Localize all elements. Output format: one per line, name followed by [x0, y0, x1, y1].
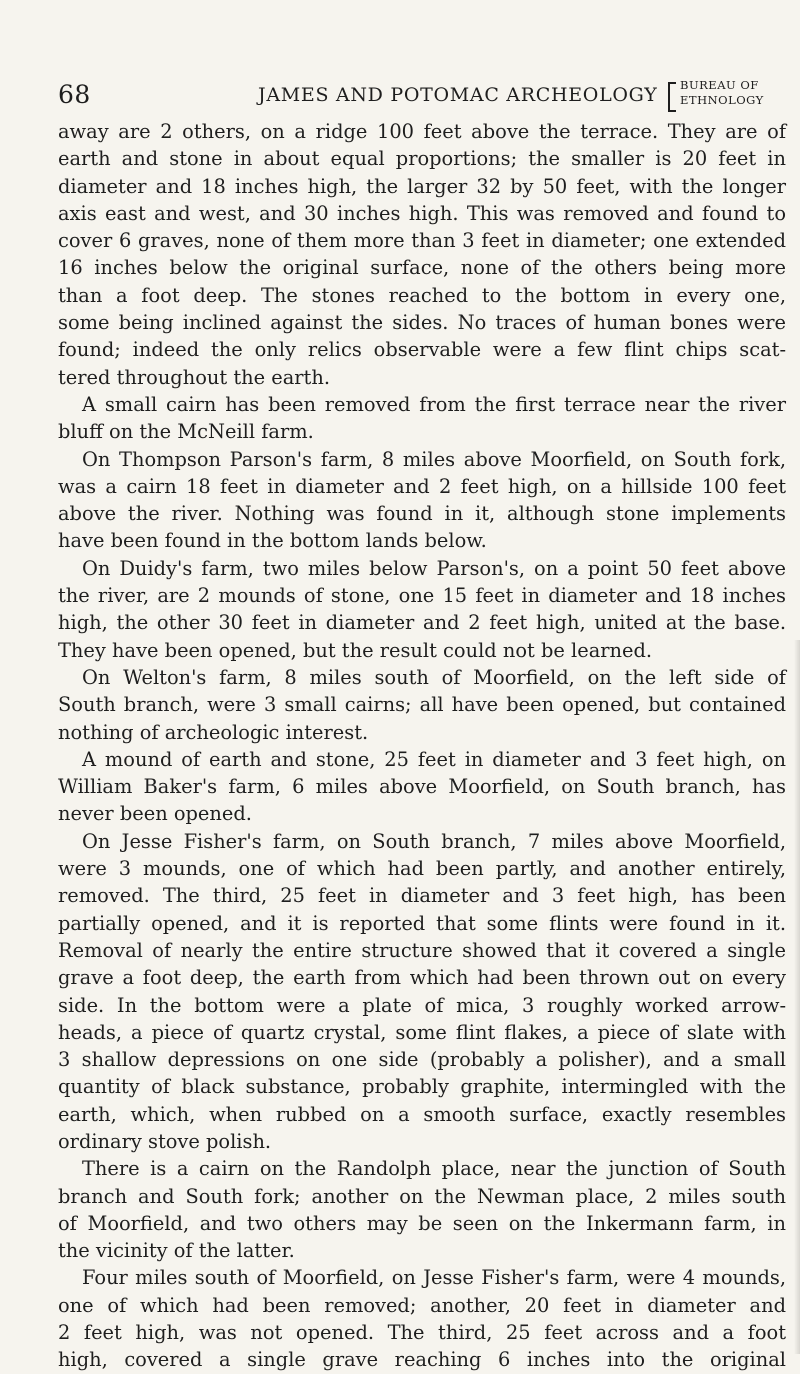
text-line: A mound of earth and stone, 25 feet in diameter and 3 feet high, on	[82, 747, 786, 771]
text-line: 3 shallow depressions on one side (probably a polisher), and a small	[58, 1048, 786, 1072]
page-number: 68	[58, 80, 91, 109]
text-line: partially opened, and it is reported that some flints were found in it.	[58, 911, 786, 935]
text-line: tered throughout the earth.	[58, 365, 330, 389]
text-line: 16 inches below the original surface, none of the others being more	[58, 256, 786, 280]
text-line: On Welton's farm, 8 miles south of Moorfield, on the left side of	[82, 665, 786, 689]
text-line: ordinary stove polish.	[58, 1129, 272, 1153]
text-line: axis east and west, and 30 inches high. This was removed and found to	[58, 201, 786, 225]
text-line: diameter and 18 inches high, the larger 32 by 50 feet, with the longer	[58, 174, 786, 198]
text-line: have been found in the bottom lands below.	[58, 529, 487, 553]
text-line: heads, a piece of quartz crystal, some flint flakes, a piece of slate with	[58, 1020, 786, 1044]
series-name-top: BUREAU OF	[680, 78, 759, 92]
running-head	[58, 78, 786, 114]
text-line: some being inclined against the sides. No traces of human bones were	[58, 311, 786, 335]
text-line: away are 2 others, on a ridge 100 feet above the terrace. They are of	[58, 120, 786, 143]
text-line: On Duidy's farm, two miles below Parson's, on a point 50 feet above	[82, 556, 786, 580]
text-line: On Thompson Parson's farm, 8 miles above Moorfield, on South fork,	[82, 447, 786, 471]
text-line: the vicinity of the latter.	[58, 1239, 295, 1263]
text-line: the river, are 2 mounds of stone, one 15 feet in diameter and 18 inches	[58, 584, 786, 608]
text-line: earth, which, when rubbed on a smooth surface, exactly resembles	[58, 1102, 786, 1126]
text-line: one of which had been removed; another, 20 feet in diameter and	[58, 1293, 786, 1317]
text-line: 2 feet high, was not opened. The third, 25 feet across and a foot	[58, 1321, 786, 1345]
text-line: earth and stone in about equal proportions; the smaller is 20 feet in	[58, 147, 786, 171]
text-line: William Baker's farm, 6 miles above Moorfield, on South branch, has	[58, 775, 786, 799]
text-line: was a cairn 18 feet in diameter and 2 feet high, on a hillside 100 feet	[58, 474, 786, 498]
text-line: There is a cairn on the Randolph place, near the junction of South	[82, 1157, 786, 1181]
text-line: nothing of archeologic interest.	[58, 720, 369, 744]
running-title: JAMES AND POTOMAC ARCHEOLOGY	[258, 84, 658, 106]
text-line: bluff on the McNeill farm.	[58, 420, 314, 444]
text-line: They have been opened, but the result could not be learned.	[58, 638, 653, 662]
text-line: never been opened.	[58, 802, 252, 826]
text-line: grave a foot deep, the earth from which had been thrown out on every	[58, 966, 786, 990]
text-line: South branch, were 3 small cairns; all have been opened, but contained	[58, 693, 786, 717]
text-line: high, the other 30 feet in diameter and 2 feet high, united at the base.	[58, 611, 786, 635]
text-line: were 3 mounds, one of which had been partly, and another entirely,	[58, 857, 786, 881]
text-line: side. In the bottom were a plate of mica, 3 roughly worked arrow-	[58, 993, 786, 1017]
page-edge-shadow	[794, 640, 800, 1354]
text-line: removed. The third, 25 feet in diameter and 3 feet high, has been	[58, 884, 786, 908]
text-line: above the river. Nothing was found in it, although stone implements	[58, 502, 786, 526]
text-line: Four miles south of Moorfield, on Jesse Fisher's farm, were 4 mounds,	[82, 1266, 786, 1290]
text-line: found; indeed the only relics observable were a few flint chips scat-	[58, 338, 786, 362]
bracket-mark	[668, 82, 676, 112]
series-name-bottom: ETHNOLOGY	[680, 93, 764, 107]
series-bracket	[668, 78, 786, 108]
text-line: branch and South fork; another on the Newman place, 2 miles south	[58, 1184, 786, 1208]
text-line: than a foot deep. The stones reached to the bottom in every one,	[58, 283, 786, 307]
text-line: cover 6 graves, none of them more than 3 feet in diameter; one extended	[58, 229, 786, 253]
text-line: of Moorfield, and two others may be seen on the Inkermann farm, in	[58, 1211, 786, 1235]
text-line: quantity of black substance, probably graphite, intermingled with the	[58, 1075, 786, 1099]
text-line: Removal of nearly the entire structure showed that it covered a single	[58, 938, 786, 962]
body-text	[58, 118, 786, 1374]
text-line: A small cairn has been removed from the first terrace near the river	[82, 392, 786, 416]
text-line: On Jesse Fisher's farm, on South branch, 7 miles above Moorfield,	[82, 829, 786, 853]
text-line: high, covered a single grave reaching 6 inches into the original	[58, 1348, 786, 1372]
